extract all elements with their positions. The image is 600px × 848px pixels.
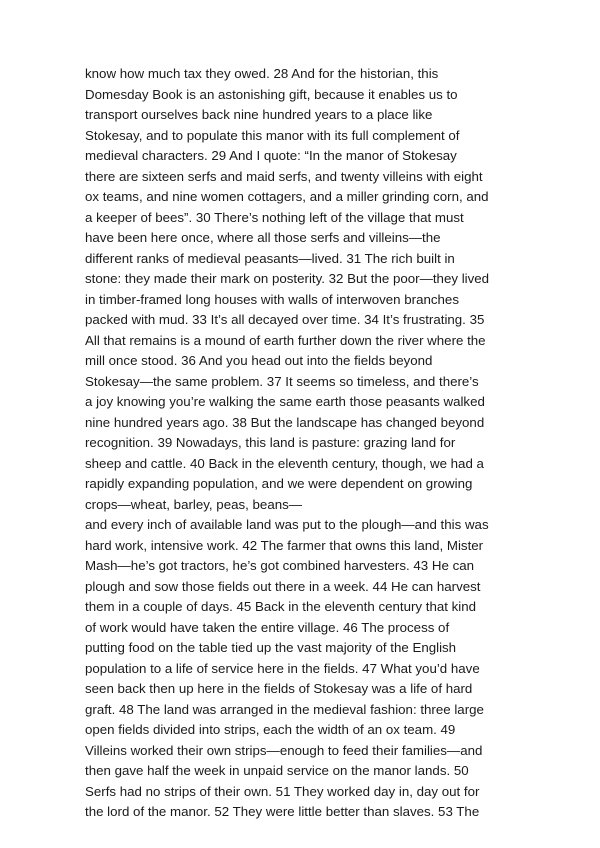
text-line: transport ourselves back nine hundred years to a place like (85, 107, 433, 122)
text-line: then gave half the week in unpaid service on the manor lands. 50 (85, 763, 469, 778)
text-line: putting food on the table tied up the vast majority of the English (85, 640, 457, 655)
text-line: population to a life of service here in the fields. 47 What you’d have (85, 660, 480, 676)
text-line: different ranks of medieval peasants—lived. 31 The rich built in (85, 250, 455, 266)
text-line: there are sixteen serfs and maid serfs, and twenty villeins with eight (85, 168, 483, 184)
text-line: Villeins worked their own strips—enough to feed their families—and (85, 742, 483, 758)
text-line: a keeper of bees”. 30 There’s nothing left of the village that must (85, 209, 464, 225)
text-line: in timber-framed long houses with walls of interwoven branches (85, 291, 459, 307)
text-line: seen back then up here in the fields of Stokesay was a life of hard (85, 681, 473, 696)
text-line: hard work, intensive work. 42 The farmer that owns this land, Mister (85, 537, 484, 553)
text-line: graft. 48 The land was arranged in the medieval fashion: three large (85, 701, 484, 717)
text-line: them in a couple of days. 45 Back in the eleventh century that kind (85, 599, 477, 614)
text-line: a joy knowing you’re walking the same earth those peasants walked (85, 394, 485, 409)
text-line: mill once stood. 36 And you head out into the fields beyond (85, 353, 433, 368)
text-line: stone: they made their mark on posterity. 32 But the poor—they lived (85, 271, 490, 286)
text-line: All that remains is a mound of earth further down the river where the (85, 332, 486, 348)
text-line: medieval characters. 29 And I quote: “In the manor of Stokesay (85, 148, 457, 163)
text-line: Serfs had no strips of their own. 51 They worked day in, day out for (85, 783, 480, 799)
text-line: nine hundred years ago. 38 But the landscape has changed beyond (85, 414, 485, 430)
text-line: have been here once, where all those serfs and villeins—the (85, 230, 441, 245)
text-line: the lord of the manor. 52 They were little better than slaves. 53 The (85, 804, 480, 819)
text-line: know how much tax they owed. 28 And for the historian, this (85, 66, 439, 81)
text-line: Mash—he’s got tractors, he’s got combined harvesters. 43 He can (85, 558, 475, 573)
text-line: and every inch of available land was put to the plough—and this was (85, 517, 489, 532)
text-line: rapidly expanding population, and we were dependent on growing (85, 476, 473, 491)
body-text (85, 64, 525, 823)
text-line: plough and sow those fields out there in a week. 44 He can harvest (85, 578, 481, 594)
text-line: Stokesay, and to populate this manor with its full complement of (85, 127, 460, 143)
text-line: crops—wheat, barley, peas, beans— (85, 496, 303, 512)
text-line: recognition. 39 Nowadays, this land is pasture: grazing land for (85, 435, 456, 450)
text-line: sheep and cattle. 40 Back in the eleventh century, though, we had a (85, 455, 484, 471)
text-line: packed with mud. 33 It’s all decayed over time. 34 It’s frustrating. 35 (85, 312, 485, 327)
text-line: ox teams, and nine women cottagers, and a miller grinding corn, and (85, 189, 489, 204)
text-line: open fields divided into strips, each the width of an ox team. 49 (85, 722, 456, 737)
text-line: Stokesay—the same problem. 37 It seems so timeless, and there’s (85, 373, 479, 389)
text-line: Domesday Book is an astonishing gift, because it enables us to (85, 86, 458, 102)
text-line: of work would have taken the entire village. 46 The process of (85, 619, 450, 635)
